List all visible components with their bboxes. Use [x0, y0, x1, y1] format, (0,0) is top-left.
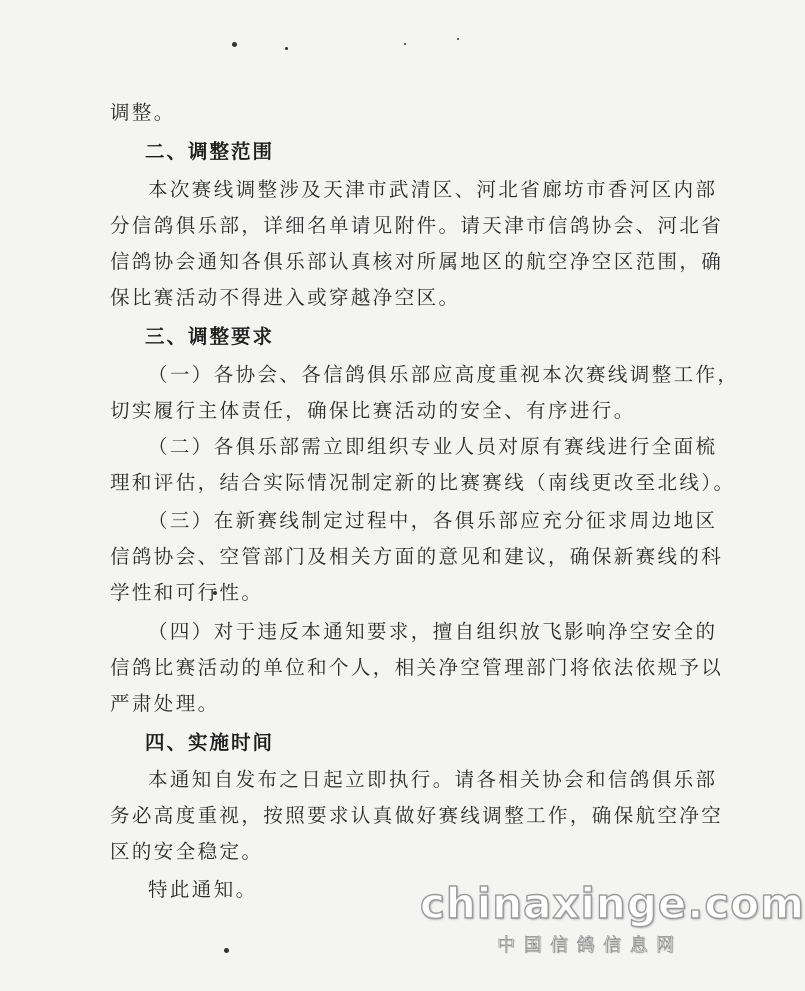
text-line: 信鸽协会、空管部门及相关方面的意见和建议，确保新赛线的科: [110, 545, 724, 568]
text-line: （四）对于违反本通知要求，擅自组织放飞影响净空安全的: [148, 620, 718, 643]
text-line: 切实履行主体责任，确保比赛活动的安全、有序进行。: [110, 399, 636, 422]
text-line: 信鸽协会通知各俱乐部认真核对所属地区的航空净空区范围，确: [110, 250, 724, 273]
text-line: 调整。: [110, 101, 176, 124]
scan-speck: [232, 42, 237, 47]
text-line: 理和评估，结合实际情况制定新的比赛赛线（南线更改至北线）。: [110, 471, 736, 494]
watermark-site-url: chinaxinge.com: [420, 879, 805, 928]
text-line: 本通知自发布之日起立即执行。请各相关协会和信鸽俱乐部: [148, 768, 718, 791]
watermark-site-name: 中国信鸽信息网: [497, 935, 683, 956]
text-line: 本次赛线调整涉及天津市武清区、河北省廊坊市香河区内部: [148, 178, 718, 201]
section-heading-requirements: 三、调整要求: [145, 325, 275, 348]
text-line: （二）各俱乐部需立即组织专业人员对原有赛线进行全面梳: [148, 435, 718, 458]
section-heading-implementation: 四、实施时间: [145, 731, 275, 754]
closing-line: 特此通知。: [148, 878, 258, 901]
scan-speck: [224, 948, 229, 953]
text-line: 学性和可行性。: [110, 581, 264, 604]
text-line: 区的安全稳定。: [110, 840, 264, 863]
text-line: （三）在新赛线制定过程中，各俱乐部应充分征求周边地区: [148, 509, 718, 532]
text-line: （一）各协会、各信鸽俱乐部应高度重视本次赛线调整工作，: [148, 363, 740, 386]
section-heading-scope: 二、调整范围: [145, 140, 275, 163]
scan-speck: [285, 47, 288, 50]
text-line: 务必高度重视，按照要求认真做好赛线调整工作，确保航空净空: [110, 804, 724, 827]
text-line: 严肃处理。: [110, 692, 220, 715]
scan-speck: [404, 43, 406, 45]
scan-speck: [457, 38, 459, 40]
text-line: 保比赛活动不得进入或穿越净空区。: [110, 286, 461, 309]
text-line: 分信鸽俱乐部，详细名单请见附件。请天津市信鸽协会、河北省: [110, 214, 724, 237]
text-line: 信鸽比赛活动的单位和个人，相关净空管理部门将依法依规予以: [110, 656, 724, 679]
